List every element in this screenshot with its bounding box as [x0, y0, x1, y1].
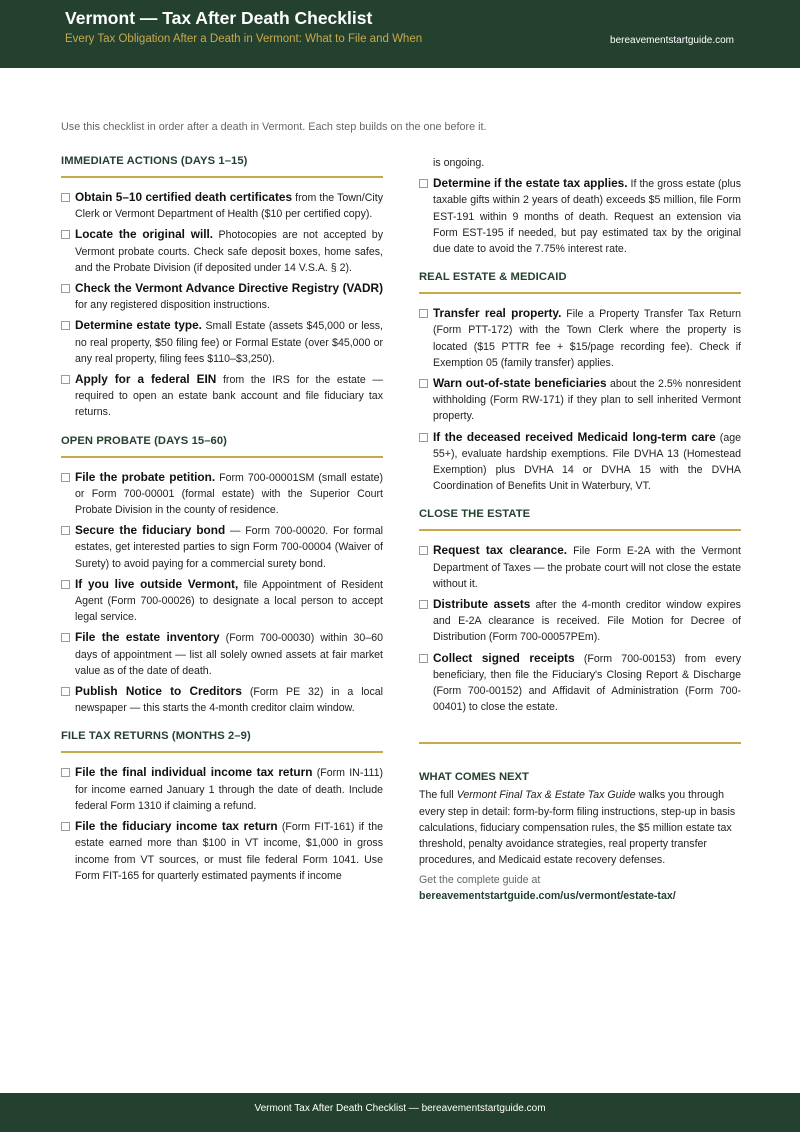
checkbox-icon[interactable]	[61, 193, 70, 202]
next-cta: Get the complete guide at	[419, 873, 541, 886]
page-footer	[0, 1093, 800, 1132]
item-lead: Locate the original will.	[75, 227, 214, 242]
checklist-item[interactable]	[61, 371, 383, 421]
checkbox-icon[interactable]	[61, 321, 70, 330]
next-body-prefix: The full	[419, 789, 457, 802]
section-heading-returns: FILE TAX RETURNS (MONTHS 2–9)	[61, 730, 383, 753]
item-text: after the 4-month creditor window expires and E-2A clearance is received. File Motion for Decree of Distribution (Form 700-00057PEm).	[433, 599, 741, 644]
item-lead: Publish Notice to Creditors	[75, 684, 242, 699]
item-text: File Form E-2A with the Vermont Department of Taxes — the probate court will not close the estate without it.	[433, 545, 741, 590]
page-subtitle: Every Tax Obligation After a Death in Vermont: What to File and When	[65, 33, 423, 45]
item-text: Small Estate (assets $45,000 or less, no real property, $50 filing fee) or Formal Estate (over $45,000 or any real property, filing fees $110–$3,250).	[75, 320, 384, 365]
guide-link[interactable]: bereavementstartguide.com/us/vermont/estate-tax/	[419, 889, 676, 902]
guide-title: Vermont Final Tax & Estate Tax Guide	[456, 789, 636, 802]
section-heading-probate: OPEN PROBATE (DAYS 15–60)	[61, 435, 383, 458]
checkbox-icon[interactable]	[61, 375, 70, 384]
checklist-item[interactable]	[419, 596, 741, 646]
item-continuation: is ongoing.	[433, 157, 485, 169]
checklist-item[interactable]	[419, 305, 741, 371]
item-lead: If you live outside Vermont,	[75, 576, 239, 591]
item-text: file Appointment of Resident Agent (Form 700-00026) to designate a local person to accept legal service.	[75, 578, 383, 624]
checkbox-icon[interactable]	[61, 473, 70, 482]
item-lead: Apply for a federal EIN	[75, 372, 217, 387]
divider	[419, 742, 741, 744]
checklist-item[interactable]	[419, 429, 741, 495]
checklist-item[interactable]	[419, 542, 741, 592]
section-heading-realestate: REAL ESTATE & MEDICAID	[419, 271, 741, 294]
checklist-item[interactable]	[61, 189, 383, 222]
item-lead: Determine estate type.	[75, 318, 202, 333]
item-text: for any registered disposition instructions.	[75, 299, 270, 312]
intro-text: Use this checklist in order after a death in Vermont. Each step builds on the one before it.	[61, 121, 487, 133]
item-lead: Request tax clearance.	[433, 543, 568, 558]
item-lead: If the deceased received Medicaid long-term care	[433, 429, 716, 444]
item-text: (Form IN-111) for income earned January 1 through the date of death. Include federal Form 1310 if claiming a refund.	[75, 767, 383, 812]
checklist-item[interactable]	[61, 317, 383, 367]
footer-text: Vermont Tax After Death Checklist — bereavementstartguide.com	[254, 1103, 546, 1114]
page-header	[0, 0, 800, 68]
right-column	[419, 155, 741, 904]
section-heading-next: WHAT COMES NEXT	[419, 771, 529, 784]
section-heading-immediate: IMMEDIATE ACTIONS (DAYS 1–15)	[61, 155, 383, 178]
checkbox-icon[interactable]	[61, 768, 70, 777]
header-site-link[interactable]: bereavementstartguide.com	[610, 35, 734, 46]
checklist-item[interactable]	[61, 818, 383, 884]
item-lead: File the probate petition.	[75, 469, 216, 484]
checklist-item[interactable]	[61, 683, 383, 716]
item-text: (Form 700-00153) from every beneficiary, then file the Fiduciary's Closing Report & Discharge (Form 700-00152) and Affidavit of Administration (Form 700-00401) to close the estate.	[433, 652, 741, 714]
checkbox-icon[interactable]	[61, 580, 70, 589]
item-text: (Form PE 32) in a local newspaper — this starts the 4-month creditor claim window.	[75, 686, 383, 715]
item-lead: Warn out-of-state beneficiaries	[433, 376, 607, 391]
checkbox-icon[interactable]	[61, 687, 70, 696]
item-lead: File the estate inventory	[75, 630, 220, 645]
item-lead: Collect signed receipts	[433, 650, 575, 665]
item-lead: File the final individual income tax return	[75, 765, 313, 780]
item-text: File a Property Transfer Tax Return (Form PTT-172) with the Town Clerk where the property is located ($15 PTTR fee + $15/page recording fee). Check if Exemption 05 (family transfer) applies.	[433, 308, 741, 369]
checkbox-icon[interactable]	[419, 433, 428, 442]
item-text: from the Town/City Clerk or Vermont Department of Health ($10 per certified copy).	[75, 192, 383, 221]
section-heading-close: CLOSE THE ESTATE	[419, 508, 741, 531]
checkbox-icon[interactable]	[419, 654, 428, 663]
checklist-item[interactable]	[61, 629, 383, 679]
checkbox-icon[interactable]	[419, 309, 428, 318]
checklist-item[interactable]	[419, 650, 741, 716]
checkbox-icon[interactable]	[61, 284, 70, 293]
item-lead: Obtain 5–10 certified death certificates	[75, 190, 293, 204]
checkbox-icon[interactable]	[419, 546, 428, 555]
next-body-suffix: walks you through every step in detail: form-by-form filing instructions, step-up in basis calculations, fiduciary compensation rules, the $5 million estate tax threshold, penalty avoidance strategies, real property transfer procedures, and Medicaid estate recovery defenses.	[419, 789, 736, 867]
next-body	[419, 787, 741, 868]
item-text: (Form 700-00030) within 30–60 days of appointment — list all solely owned assets at fair market value as of the date of death.	[75, 632, 383, 677]
item-lead: Transfer real property.	[433, 306, 562, 321]
checklist-item[interactable]	[61, 280, 383, 313]
item-text: from the IRS for the estate — required to open an estate bank account and file fiduciary tax returns.	[75, 374, 383, 419]
checkbox-icon[interactable]	[61, 230, 70, 239]
item-text: (Form FIT-161) if the estate earned more than $100 in VT income, $1,000 in gross income from VT sources, or must file federal Form 1041. Use Form FIT-165 for quarterly estimated payments if income	[75, 821, 383, 882]
item-text: — Form 700-00020. For formal estates, get interested parties to sign Form 700-00004 (Waiver of Surety) to avoid paying for a commercial surety bond.	[75, 525, 383, 570]
item-text: (age 55+), evaluate hardship exemptions. File DVHA 13 (Homestead Exemption) plus DVHA 14 or DVHA 15 with the DVHA Coordination of Benefits Unit in Waterbury, VT.	[433, 431, 741, 493]
item-lead: Distribute assets	[433, 597, 531, 612]
item-text: If the gross estate (plus taxable gifts within 2 years of death) exceeds $5 million, file Form EST-191 within 9 months of death. Request an extension via Form EST-195 if needed, but pay estimated tax by the original due date to avoid the 7.75% interest rate.	[433, 178, 741, 256]
checklist-item[interactable]	[61, 522, 383, 572]
checklist-item[interactable]	[419, 375, 741, 425]
left-column	[61, 155, 383, 888]
checkbox-icon[interactable]	[61, 633, 70, 642]
checklist-item[interactable]	[61, 469, 383, 519]
page-title: Vermont — Tax After Death Checklist	[65, 8, 373, 28]
checkbox-icon[interactable]	[61, 526, 70, 535]
item-lead: File the fiduciary income tax return	[75, 819, 278, 834]
checklist-item[interactable]	[61, 764, 383, 814]
checklist-item[interactable]	[61, 576, 383, 626]
checklist-item[interactable]	[61, 226, 383, 276]
item-lead: Determine if the estate tax applies.	[433, 176, 628, 191]
item-text: Photocopies are not accepted by Vermont probate courts. Check safe deposit boxes, home safes, and the Probate Division (if deposited under 14 V.S.A. § 2).	[75, 229, 383, 274]
item-text: Form 700-00001SM (small estate) or Form 700-00001 (formal estate) with the Superior Court Probate Division in the county of residence.	[75, 471, 383, 517]
item-lead: Secure the fiduciary bond	[75, 523, 226, 538]
checkbox-icon[interactable]	[61, 822, 70, 831]
item-lead: Check the Vermont Advance Directive Registry (VADR)	[75, 281, 383, 296]
checkbox-icon[interactable]	[419, 179, 428, 188]
checkbox-icon[interactable]	[419, 379, 428, 388]
checkbox-icon[interactable]	[419, 600, 428, 609]
item-text: about the 2.5% nonresident withholding (Form RW-171) if they plan to sell inherited Vermont property.	[433, 378, 741, 423]
checklist-item[interactable]	[419, 175, 741, 257]
